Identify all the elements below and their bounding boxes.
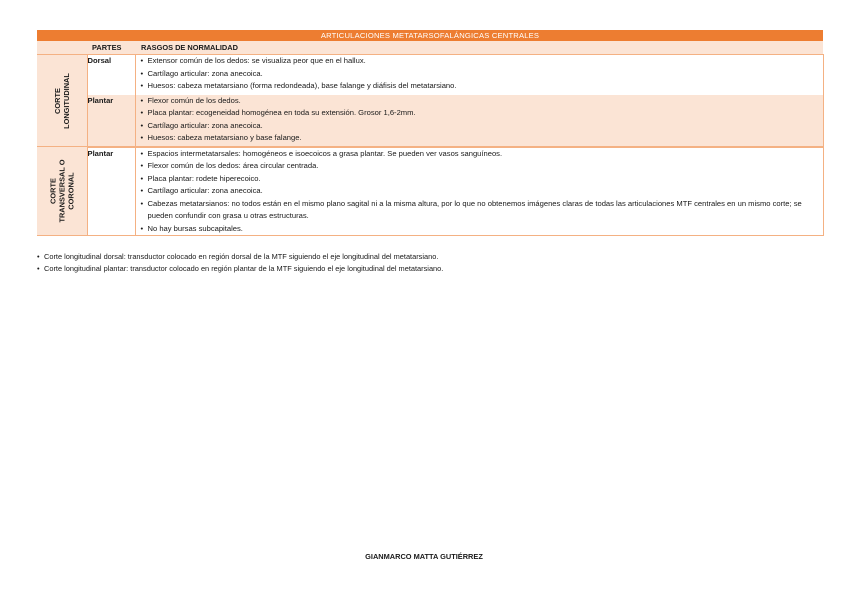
note-item: • Corte longitudinal dorsal: transductor colocado en región dorsal de la MTF siguiendo el eje longitudinal del metatarsiano. — [37, 251, 443, 263]
note-item: • Corte longitudinal plantar: transductor colocado en región plantar de la MTF siguiendo el eje longitudinal del metatarsiano. — [37, 263, 443, 275]
section-label-longitudinal — [37, 55, 87, 147]
list-item: • Flexor común de los dedos: área circular centrada. — [141, 160, 823, 173]
rasgos-plantar-transversal — [135, 147, 823, 236]
parte-plantar: Plantar — [87, 95, 135, 147]
header-blank-cell — [37, 41, 87, 55]
parte-plantar-transversal: Plantar — [87, 147, 135, 236]
table-title: ARTICULACIONES METATARSOFALÁNGICAS CENTRALES — [37, 30, 823, 41]
list-item: • Cabezas metatarsianos: no todos están en el mismo plano sagital ni a la misma altura, por lo que no obtenemos imágenes claras de todas las articulaciones MTF centrales en un mismo corte; se pueden confundir con grasa u otras estructuras. — [141, 198, 823, 223]
author-footer: GIANMARCO MATTA GUTIÉRREZ — [365, 552, 483, 561]
section-label-transversal — [37, 147, 87, 236]
table-row — [37, 95, 823, 147]
list-item: • Placa plantar: rodete hiperecoico. — [141, 173, 823, 186]
list-item: • Cartílago articular: zona anecoica. — [141, 185, 823, 198]
section-label-line: CORTE — [52, 87, 62, 114]
parte-dorsal: Dorsal — [87, 55, 135, 95]
list-item: • Huesos: cabeza metatarsiano (forma redondeada), base falange y diáfisis del metatarsiano. — [141, 80, 823, 93]
section-label-line: LONGITUDINAL — [61, 72, 71, 129]
section-label-line: TRANSVERSAL O — [57, 159, 67, 223]
list-item: • Placa plantar: ecogeneidad homogénea en toda su extensión. Grosor 1,6-2mm. — [141, 107, 823, 120]
list-item: • Cartílago articular: zona anecoica. — [141, 68, 823, 81]
section-label-line: CORONAL — [66, 172, 76, 210]
mtf-table — [37, 30, 824, 236]
header-rasgos: RASGOS DE NORMALIDAD — [135, 41, 823, 55]
list-item: • Flexor común de los dedos. — [141, 95, 823, 108]
list-item: • Cartílago articular: zona anecoica. — [141, 120, 823, 133]
table-row — [37, 55, 823, 95]
header-partes: PARTES — [87, 41, 135, 55]
rasgos-plantar — [135, 95, 823, 147]
list-item: • No hay bursas subcapitales. — [141, 223, 823, 236]
list-item: • Espacios intermetatarsales: homogéneos e isoecoicos a grasa plantar. Se pueden ver vasos sanguíneos. — [141, 148, 823, 161]
rasgos-dorsal — [135, 55, 823, 95]
table-row — [37, 147, 823, 236]
notes — [37, 251, 443, 275]
list-item: • Huesos: cabeza metatarsiano y base falange. — [141, 132, 823, 145]
list-item: • Extensor común de los dedos: se visualiza peor que en el hallux. — [141, 55, 823, 68]
section-label-line: CORTE — [48, 178, 58, 204]
